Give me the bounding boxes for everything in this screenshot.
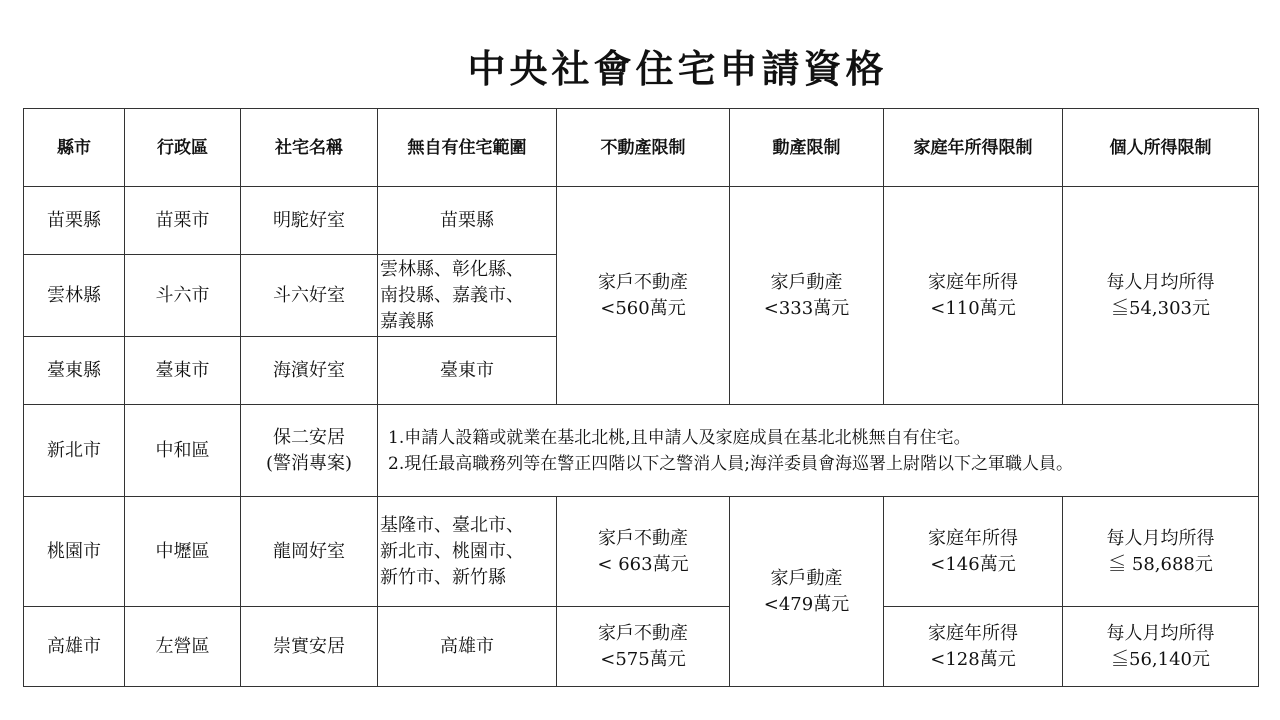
cell-personal-income-limit	[1063, 607, 1259, 687]
scope-line: 基隆市、臺北市、	[380, 514, 524, 536]
cell-family-income-limit	[884, 187, 1063, 405]
cell-family-income-limit	[884, 497, 1063, 607]
realestate-value: <575萬元	[600, 648, 686, 670]
note-line: 2.現任最高職務列等在警正四階以下之警消人員;海洋委員會海巡署上尉階以下之軍職人員。	[388, 453, 1073, 474]
cell-scope	[378, 255, 557, 337]
cell-movable-limit	[730, 497, 884, 687]
cell-county: 高雄市	[24, 607, 125, 687]
cell-personal-income-limit	[1063, 497, 1259, 607]
cell-county: 新北市	[24, 405, 125, 497]
cell-housing-name: 海濱好室	[241, 337, 378, 405]
personal-income-value: ≦54,303元	[1111, 297, 1210, 319]
family-income-label: 家庭年所得	[928, 527, 1018, 549]
movable-label: 家戶動產	[770, 567, 843, 589]
family-income-value: <146萬元	[930, 553, 1016, 575]
family-income-value: <128萬元	[930, 648, 1016, 670]
cell-realestate-limit	[557, 187, 730, 405]
eligibility-table	[23, 108, 1259, 687]
header-row	[24, 109, 1259, 187]
scope-line: 嘉義縣	[380, 310, 434, 332]
scope-line: 新竹市、新竹縣	[380, 566, 506, 588]
cell-scope: 高雄市	[378, 607, 557, 687]
housing-name-subtitle: (警消專案)	[265, 452, 353, 474]
header-personal-income-limit: 個人所得限制	[1063, 109, 1259, 187]
note-line: 1.申請人設籍或就業在基北北桃,且申請人及家庭成員在基北北桃無自有住宅。	[388, 427, 971, 448]
cell-scope: 苗栗縣	[378, 187, 557, 255]
cell-county: 臺東縣	[24, 337, 125, 405]
realestate-label: 家戶不動產	[598, 527, 688, 549]
cell-district: 左營區	[125, 607, 241, 687]
cell-housing-name	[241, 405, 378, 497]
cell-housing-name: 明駝好室	[241, 187, 378, 255]
table-row	[24, 497, 1259, 607]
scope-line: 南投縣、嘉義市、	[380, 284, 524, 306]
housing-name-line: 保二安居	[273, 426, 345, 448]
table-row	[24, 187, 1259, 255]
cell-housing-name: 崇實安居	[241, 607, 378, 687]
family-income-value: <110萬元	[930, 297, 1016, 319]
header-family-income-limit: 家庭年所得限制	[884, 109, 1063, 187]
realestate-value: < 663萬元	[597, 553, 689, 575]
cell-housing-name: 斗六好室	[241, 255, 378, 337]
cell-eligibility-notes	[378, 405, 1259, 497]
movable-value: <333萬元	[763, 297, 850, 319]
cell-county: 雲林縣	[24, 255, 125, 337]
cell-scope: 臺東市	[378, 337, 557, 405]
cell-district: 苗栗市	[125, 187, 241, 255]
scope-line: 新北市、桃園市、	[380, 540, 524, 562]
cell-housing-name: 龍岡好室	[241, 497, 378, 607]
personal-income-label: 每人月均所得	[1106, 622, 1215, 644]
family-income-label: 家庭年所得	[928, 271, 1018, 293]
cell-county: 桃園市	[24, 497, 125, 607]
table-row	[24, 607, 1259, 687]
cell-district: 中壢區	[125, 497, 241, 607]
cell-family-income-limit	[884, 607, 1063, 687]
header-movable-limit: 動產限制	[730, 109, 884, 187]
cell-county: 苗栗縣	[24, 187, 125, 255]
family-income-label: 家庭年所得	[928, 622, 1018, 644]
header-realestate-limit: 不動產限制	[557, 109, 730, 187]
cell-district: 中和區	[125, 405, 241, 497]
realestate-label: 家戶不動產	[598, 271, 688, 293]
cell-realestate-limit	[557, 497, 730, 607]
cell-movable-limit	[730, 187, 884, 405]
personal-income-label: 每人月均所得	[1106, 271, 1215, 293]
personal-income-value: ≦56,140元	[1111, 648, 1210, 670]
header-housing-name: 社宅名稱	[241, 109, 378, 187]
cell-scope	[378, 497, 557, 607]
header-county: 縣市	[24, 109, 125, 187]
table-row	[24, 405, 1259, 497]
page-title: 中央社會住宅申請資格	[467, 47, 888, 91]
personal-income-label: 每人月均所得	[1106, 527, 1215, 549]
header-no-house-scope: 無自有住宅範圍	[378, 109, 557, 187]
realestate-label: 家戶不動產	[598, 622, 688, 644]
movable-label: 家戶動產	[770, 271, 843, 293]
cell-district: 斗六市	[125, 255, 241, 337]
personal-income-value: ≦ 58,688元	[1108, 553, 1213, 575]
movable-value: <479萬元	[763, 593, 850, 615]
header-district: 行政區	[125, 109, 241, 187]
cell-personal-income-limit	[1063, 187, 1259, 405]
realestate-value: <560萬元	[600, 297, 686, 319]
scope-line: 雲林縣、彰化縣、	[380, 258, 524, 280]
cell-realestate-limit	[557, 607, 730, 687]
cell-district: 臺東市	[125, 337, 241, 405]
